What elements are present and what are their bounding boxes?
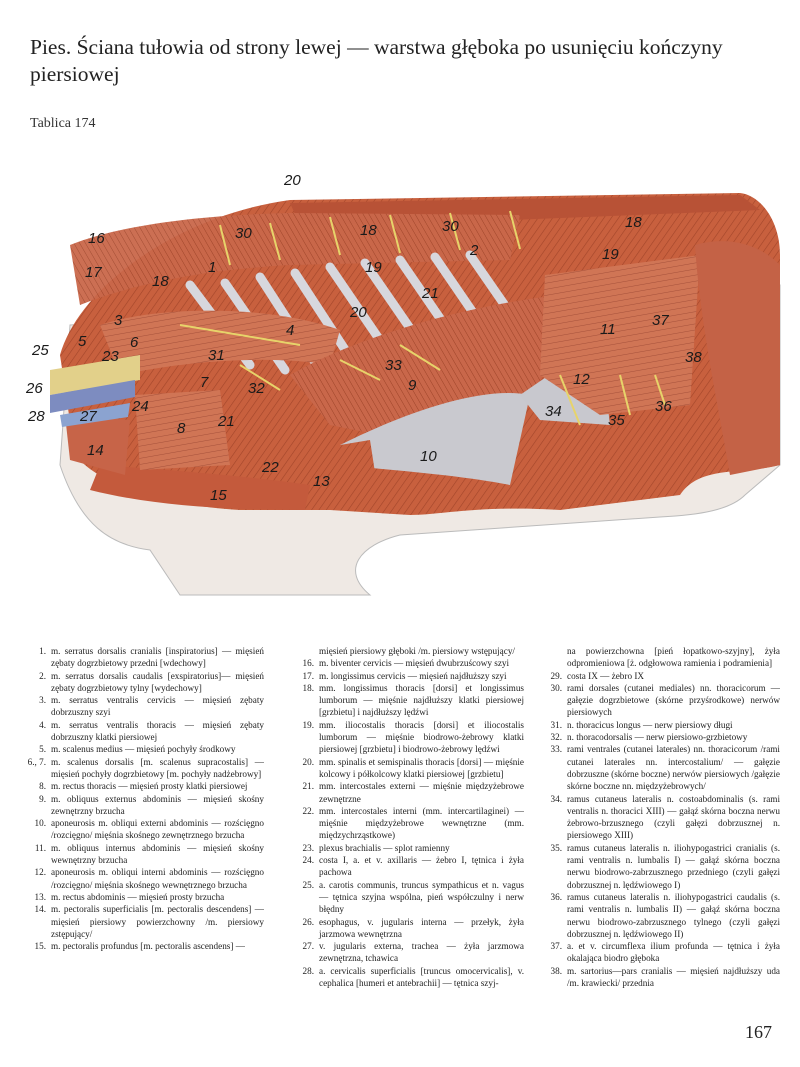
legend-entry-number: 13. [34,891,46,902]
legend-entry-text: m. serratus ventralis cervicis — mięsień zębaty dobrzuszny szyi [51,695,264,718]
legend-entry [292,756,524,781]
legend-entry-number: 20. [302,756,314,767]
legend-entry [292,657,524,669]
legend-entry-text: mm. intercostales externi — mięśnie międzyżebrowe zewnętrzne [319,781,524,804]
svg-text:12: 12 [573,371,590,388]
legend-entry [540,891,780,940]
svg-text:28: 28 [28,408,45,425]
legend-entry-number: 30. [550,682,562,693]
legend-entry [292,780,524,805]
svg-text:14: 14 [87,442,104,459]
legend-entry-text: ramus cutaneus lateralis n. iliohypogastrici cranialis (s. rami ventralis n. lumbalis I) — gałąź skórna boczna nerwu biodrowo-zabrzusznego przedniego (czyli gałęzi dobrzusznej n. lędźwiowego I) [567,842,780,890]
svg-text:30: 30 [442,218,459,235]
legend-column-1 [26,645,264,952]
legend-entry [540,940,780,965]
legend-entry-number: 22. [302,805,314,816]
legend-entry [26,842,264,867]
legend-entry-number: 10. [34,818,46,829]
legend-entry-number: 2. [39,670,46,681]
legend-entry-text: aponeurosis m. obliqui externi abdominis — rozścięgno /rozcięgno/ mięśnia skośnego zewnętrznego brzucha [51,818,264,841]
svg-text:5: 5 [78,333,87,350]
svg-text:9: 9 [408,377,417,394]
svg-text:11: 11 [600,321,616,338]
legend-entry-number: 36. [550,891,562,902]
legend-entry [540,719,780,731]
legend-entry-number: 33. [550,744,562,755]
legend-entry-text: m. serratus dorsalis cranialis [inspiratorius] — mięsień zębaty dogrzbietowy przedni [wdechowy] [51,646,264,669]
legend-entry-text: mm. longissimus thoracis [dorsi] et longissimus lumborum — mięśnie najdłuższy klatki piersiowej [grzbietu] i najdłuższy lędźwi [319,682,524,718]
legend-entry [540,842,780,891]
legend-entry-text: aponeurosis m. obliqui interni abdominis — rozścięgno /rozcięgno/ mięśnia skośnego wewnętrznego brzucha [51,867,264,890]
svg-text:18: 18 [625,214,642,231]
legend-entry-text: m. longissimus cervicis — mięsień najdłuższy szyi [319,670,507,681]
legend-entry-text: costa IX — żebro IX [567,670,645,681]
legend-entry-text: plexus brachialis — splot ramienny [319,842,450,853]
legend-entry-text: costa I, a. et v. axillaris — żebro I, tętnica i żyła pachowa [319,855,524,878]
legend-entry [540,645,780,670]
svg-text:36: 36 [655,398,672,415]
legend-entry-text: mm. intercostales interni (mm. intercartilaginei) — mięśnie międzyżebrowe wewnętrzne (mm. międzychrząstkowe) [319,805,524,841]
legend-entry-number: 31. [550,719,562,730]
legend-entry-number: 16. [302,658,314,669]
legend-entry-number: 26. [302,916,314,927]
legend-entry [26,694,264,719]
legend-entry-text: m. biventer cervicis — mięsień dwubrzuścowy szyi [319,658,510,669]
legend-entry-number: 21. [302,781,314,792]
legend-entry-number: 35. [550,842,562,853]
legend-entry [292,854,524,879]
legend-entry-number: 19. [302,719,314,730]
svg-text:17: 17 [85,264,102,281]
legend-entry-text: rami dorsales (cutanei mediales) nn. thoracicorum — gałęzie dogrzbietowe (skórne przyśrodkowe) nerwów piersiowych [567,682,780,718]
svg-text:21: 21 [218,413,235,430]
legend-entry-text: mm. spinalis et semispinalis thoracis [dorsi] — mięśnie kolcowy i półkolcowy klatki piersiowej [grzbietu] [319,756,524,779]
svg-text:25: 25 [32,342,49,359]
legend-entry [292,916,524,941]
plate-label: Tablica 174 [30,116,96,131]
legend-entry-number: 25. [302,879,314,890]
legend-entry-text: a. cervicalis superficialis [truncus omocervicalis], v. cephalica [humeri et antebrachii] — tętnica szyj- [319,965,524,989]
legend-entry [292,940,524,965]
legend-entry-text: na powierzchowna [pień łopatkowo-szyjny], żyła odpromieniowa [ż. odgłowowa ramienia i podramienia] [567,646,780,669]
legend-entry-text: m. scalenus dorsalis [m. scalenus supracostalis] — mięsień pochyły dogrzbietowy [m. pochyły nadżebrowy] [51,756,264,779]
svg-text:32: 32 [248,380,265,397]
page-number: 167 [745,1022,772,1042]
legend-entry-text: m. rectus thoracis — mięsień prosty klatki piersiowej [51,781,248,792]
legend-entry [26,756,264,781]
svg-text:26: 26 [26,380,43,397]
legend-entry-number: 29. [550,670,562,681]
svg-text:15: 15 [210,487,227,504]
legend-entry-text: m. obliquus externus abdominis — mięsień skośny zewnętrzny brzucha [51,793,264,816]
legend-entry-number: 27. [302,941,314,952]
svg-text:6: 6 [130,334,139,351]
svg-text:33: 33 [385,357,402,374]
legend-entry-number: 18. [302,682,314,693]
svg-text:27: 27 [80,408,97,425]
legend-entry-number: 12. [34,867,46,878]
svg-text:31: 31 [208,347,225,364]
legend-entry [26,670,264,695]
legend-entry-text: m. rectus abdominis — mięsień prosty brzucha [51,891,225,902]
svg-text:16: 16 [88,230,105,247]
legend-entry-text: m. serratus dorsalis caudalis [exspiratorius]— mięsień zębaty dogrzbietowy tylny [wydechowy] [51,670,264,693]
svg-text:23: 23 [102,348,119,365]
legend-entry-text: m. pectoralis profundus [m. pectoralis ascendens] — [51,941,245,952]
legend-entry-number: 3. [39,695,46,706]
legend-entry [26,940,264,952]
anatomical-illustration [26,165,785,605]
legend-entry [292,842,524,854]
legend-entry-number: 34. [550,793,562,804]
legend-entry [292,670,524,682]
legend-entry-text: mięsień piersiowy głęboki /m. piersiowy wstępujący/ [319,646,515,656]
legend-entry-text: m. serratus ventralis thoracis — mięsień zębaty dobrzuszny klatki piersiowej [51,719,264,743]
svg-text:35: 35 [608,412,625,429]
svg-text:24: 24 [132,398,149,415]
legend-entry-number: 8. [39,781,46,792]
obliquus-internus [540,255,700,415]
legend-entry-number: 32. [550,732,562,743]
legend-entry-text: n. thoracicus longus — nerw piersiowy długi [567,719,733,730]
svg-text:22: 22 [262,459,279,476]
legend-entry [540,793,780,842]
svg-text:7: 7 [200,374,209,391]
svg-text:30: 30 [235,225,252,242]
legend-entry [292,682,524,719]
legend-entry [26,817,264,842]
legend-entry-text: ramus cutaneus lateralis n. costoabdominalis (s. rami ventralis n. thoracici XIII) — gałąź skórna boczna nerwu żebrowo-brzusznego (czyli gałęzi dobrzusznej n. piersiowego XIII) [567,793,780,841]
legend-entry [292,645,524,657]
legend-entry-text: m. sartorius—pars cranialis — mięsień najdłuższy uda /m. krawiecki/ przednia [567,965,780,989]
legend-entry-text: m. obliquus internus abdominis — mięsień skośny wewnętrzny brzucha [51,842,264,866]
legend-entry-number: 4. [39,719,46,730]
legend-entry [292,719,524,756]
legend-entry [26,780,264,792]
svg-text:37: 37 [652,312,669,329]
legend-entry [540,743,780,792]
svg-text:19: 19 [602,246,619,263]
svg-text:34: 34 [545,403,562,420]
legend-entry-number: 14. [34,904,46,915]
legend-entry [26,891,264,903]
legend-entry-text: mm. iliocostalis thoracis [dorsi] et iliocostalis lumborum — mięśnie biodrowo-żebrowy klatki piersiowej [grzbietu] i biodrowo-żebrowy lędźwi [319,719,524,755]
legend-entry [540,670,780,682]
legend-entry-text: ramus cutaneus lateralis n. iliohypogastrici caudalis (s. rami ventralis n. lumbalis II) — gałąź skórna boczna nerwu biodrowo-zabrzusznego tylnego (czyli gałęzi dobrzusznej n. lędźwiowego II) [567,891,780,939]
illustration-svg [26,165,785,605]
legend-entry-number: 6., 7. [27,756,46,767]
svg-text:21: 21 [422,285,439,302]
svg-text:3: 3 [114,312,123,329]
legend-entry-number: 9. [39,793,46,804]
legend-entry [540,731,780,743]
legend-entry-number [540,645,567,670]
svg-text:10: 10 [420,448,437,465]
svg-text:18: 18 [152,273,169,290]
legend-column-2 [292,645,524,989]
legend-entry-text: a. et v. circumflexa ilium profunda — tętnica i żyła okalająca biodro głęboka [567,941,780,964]
legend-entry-number [292,645,319,657]
legend-entry-text: n. thoracodorsalis — nerw piersiowo-grzbietowy [567,732,748,743]
legend-entry-number: 28. [302,965,314,976]
legend-entry-text: rami ventrales (cutanei laterales) nn. thoracicorum /rami cutanei laterales nn. intercostalium/ — gałęzie dobrzuszne (skórne boczne) nerwów piersiowych /gałęzie skórne boczne nn. międzyżebrowych/ [567,744,781,792]
svg-text:8: 8 [177,420,186,437]
page-title: Pies. Ściana tułowia od strony lewej — warstwa głęboka po usunięciu kończyny piersiowej [30,35,723,86]
svg-text:1: 1 [208,259,217,276]
legend-entry-text: v. jugularis externa, trachea — żyła jarzmowa zewnętrzna, tchawica [319,941,524,964]
legend-entry [292,879,524,916]
svg-text:20: 20 [350,304,367,321]
legend-entry-number: 17. [302,670,314,681]
legend-entry-number: 1. [39,646,46,656]
legend-entry [540,682,780,719]
legend-entry [26,743,264,755]
legend-entry [26,645,264,670]
legend-entry-number: 38. [550,965,562,976]
legend-entry-number: 15. [34,941,46,952]
legend-entry-number: 11. [34,842,46,853]
svg-text:19: 19 [365,259,382,276]
legend-entry [26,866,264,891]
svg-text:20: 20 [284,172,301,189]
legend-entry-number: 37. [550,941,562,952]
legend-entry [292,965,524,990]
legend-entry-text: esophagus, v. jugularis interna — przełyk, żyła jarzmowa wewnętrzna [319,916,524,939]
legend-entry [26,719,264,744]
legend-entry-text: m. pectoralis superficialis [m. pectoralis descendens] — mięsień piersiowy powierzchowny /m. piersiowy zstępujący/ [51,904,264,939]
svg-text:38: 38 [685,349,702,366]
legend-entry-text: a. carotis communis, truncus sympathicus et n. vagus — tętnica szyjna wspólna, pień współczulny i nerw błędny [319,879,524,915]
legend-entry-number: 24. [302,855,314,866]
legend-column-3 [540,645,780,989]
legend-entry-number: 5. [39,744,46,755]
legend-entry-text: m. scalenus medius — mięsień pochyły środkowy [51,744,236,755]
legend-entry-number: 23. [302,842,314,853]
svg-text:18: 18 [360,222,377,239]
legend-entry [292,805,524,842]
legend-entry [540,965,780,990]
svg-text:2: 2 [470,242,479,259]
svg-text:4: 4 [286,322,295,339]
svg-text:13: 13 [313,473,330,490]
legend-entry [26,793,264,818]
legend-entry [26,903,264,940]
